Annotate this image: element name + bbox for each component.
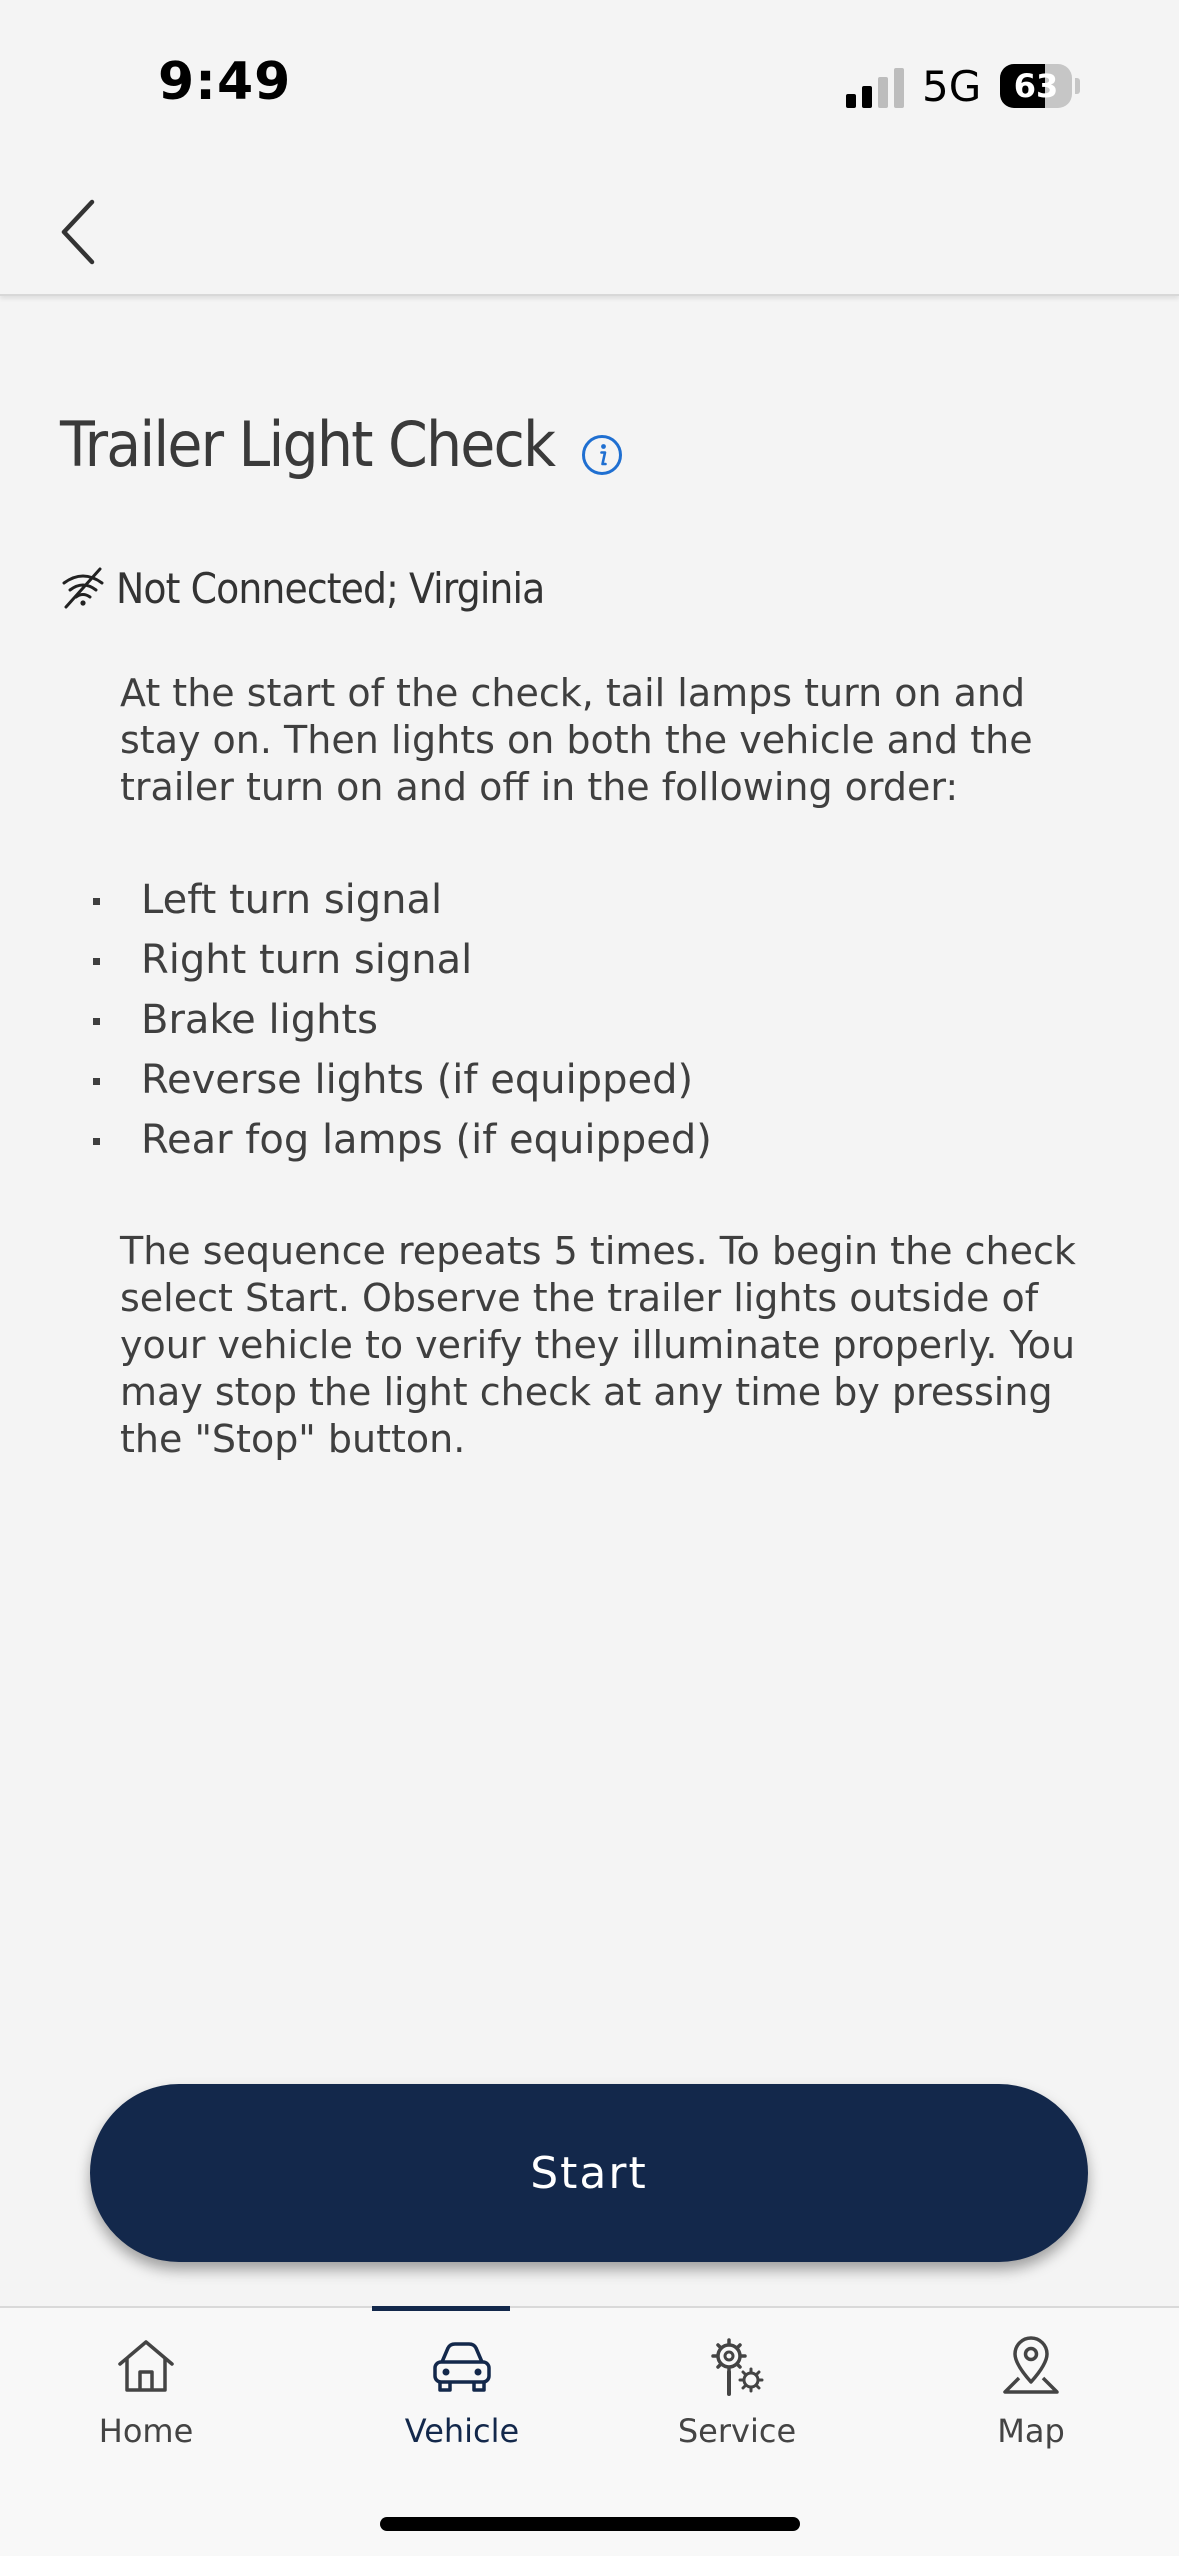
back-button[interactable]: [44, 190, 124, 270]
chevron-left-icon: [64, 202, 92, 262]
bullet: [93, 1138, 100, 1145]
bullet: [93, 898, 100, 905]
car-icon: [428, 2332, 496, 2400]
list-item: [0, 872, 712, 932]
home-icon: [112, 2332, 180, 2400]
battery-icon: [1000, 64, 1080, 108]
battery-percent: 63: [1013, 67, 1059, 105]
status-time: 9:49: [158, 52, 292, 112]
list-item-text: Rear fog lamps (if equipped): [141, 1117, 712, 1163]
cellular-signal-icon: [846, 68, 906, 108]
list-item-text: Reverse lights (if equipped): [141, 1057, 694, 1103]
tab-label: Service: [677, 2412, 797, 2450]
active-tab-indicator: [372, 2306, 510, 2311]
map-pin-icon: [997, 2332, 1065, 2400]
list-item-text: Right turn signal: [141, 937, 473, 983]
tab-service[interactable]: [637, 2308, 837, 2468]
bullet: [93, 1078, 100, 1085]
list-item-text: Left turn signal: [141, 877, 443, 923]
bullet: [93, 1018, 100, 1025]
tab-map[interactable]: [931, 2308, 1131, 2468]
tab-label: Map: [997, 2412, 1065, 2450]
service-gears-icon: [703, 2332, 771, 2400]
sequence-paragraph: The sequence repeats 5 times. To begin the check select Start. Observe the trailer lights outside of your vehicle to verify they illuminate properly. You may stop the light check at any time by pressing the "Stop" button.: [120, 1229, 1076, 1461]
network-type: 5G: [922, 62, 982, 111]
intro-paragraph: At the start of the check, tail lamps turn on and stay on. Then lights on both the vehicle and the trailer turn on and off in the following order:: [120, 671, 1033, 809]
home-indicator: [380, 2517, 800, 2531]
list-item: [0, 1112, 712, 1172]
nav-header: [0, 170, 1179, 296]
tab-label: Home: [98, 2412, 194, 2450]
connection-status: [60, 558, 592, 618]
list-item: [0, 1052, 712, 1112]
tab-home[interactable]: [46, 2308, 246, 2468]
list-item: [0, 992, 712, 1052]
status-bar: [0, 0, 1179, 170]
light-order-list: [0, 872, 712, 1172]
wifi-off-icon: [60, 565, 106, 611]
list-item: [0, 932, 712, 992]
tab-label: Vehicle: [404, 2412, 520, 2450]
start-button[interactable]: Start: [90, 2084, 1088, 2262]
connection-status-text: Not Connected; Virginia: [116, 563, 545, 613]
page-title: Trailer Light Check: [60, 408, 555, 481]
info-circle-icon[interactable]: [580, 433, 624, 477]
tab-vehicle[interactable]: [362, 2308, 562, 2468]
list-item-text: Brake lights: [141, 997, 378, 1043]
bullet: [93, 958, 100, 965]
